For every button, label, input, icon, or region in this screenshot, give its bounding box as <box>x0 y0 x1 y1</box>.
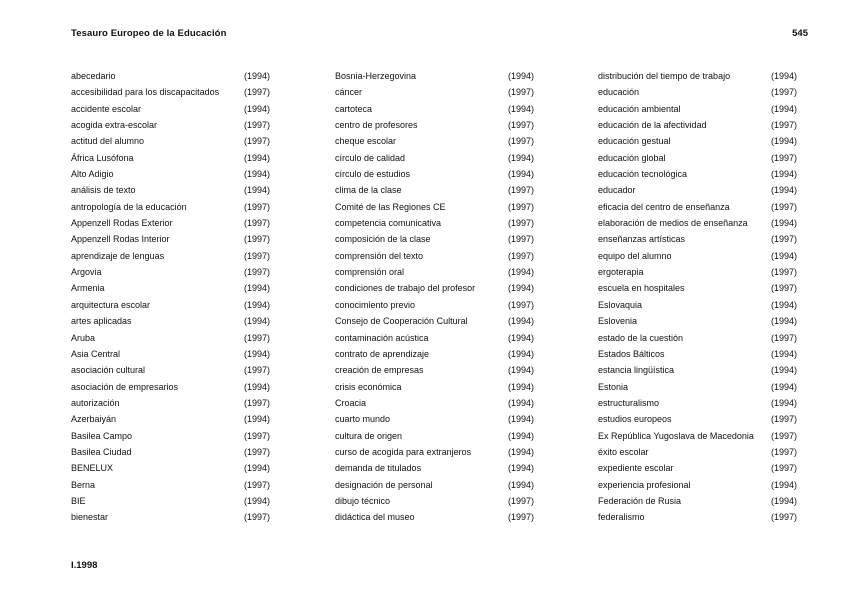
term-entry <box>598 251 828 267</box>
term-year: (1994) <box>244 348 271 359</box>
term-entry <box>598 267 828 283</box>
term-year: (1994) <box>244 495 271 506</box>
term-entry <box>71 251 301 267</box>
term-entry <box>598 414 828 430</box>
term-year: (1994) <box>771 495 798 506</box>
term-entry <box>335 431 565 447</box>
term-entry <box>71 169 301 185</box>
term-year: (1997) <box>771 446 798 457</box>
term-year: (1994) <box>508 152 535 163</box>
term-year: (1997) <box>508 120 535 131</box>
term-label: Argovia <box>71 267 102 278</box>
term-year: (1994) <box>508 365 535 376</box>
term-label: Croacia <box>335 397 367 408</box>
term-label: BIE <box>71 495 86 506</box>
term-entry <box>71 283 301 299</box>
term-year: (1994) <box>244 185 271 196</box>
term-label: educador <box>598 185 636 196</box>
term-year: (1997) <box>244 234 271 245</box>
term-label: Consejo de Cooperación Cultural <box>335 316 468 327</box>
term-label: federalismo <box>598 512 645 523</box>
term-label: artes aplicadas <box>71 316 132 327</box>
term-label: Azerbaiyán <box>71 414 117 425</box>
term-entry <box>71 382 301 398</box>
term-entry <box>335 300 565 316</box>
term-label: Eslovenia <box>598 316 638 327</box>
term-column-2 <box>335 71 565 529</box>
term-year: (1994) <box>771 381 798 392</box>
term-label: demanda de titulados <box>335 463 422 474</box>
term-label: designación de personal <box>335 479 433 490</box>
term-entry <box>335 104 565 120</box>
term-label: equipo del alumno <box>598 250 672 261</box>
term-entry <box>598 120 828 136</box>
term-label: educación gestual <box>598 136 671 147</box>
term-entry <box>598 512 828 528</box>
term-year: (1994) <box>244 103 271 114</box>
term-label: educación ambiental <box>598 103 681 114</box>
term-label: Basilea Ciudad <box>71 446 132 457</box>
term-year: (1997) <box>244 267 271 278</box>
term-label: centro de profesores <box>335 120 418 131</box>
term-year: (1994) <box>508 446 535 457</box>
term-label: elaboración de medios de enseñanza <box>598 218 748 229</box>
term-year: (1994) <box>508 463 535 474</box>
term-entry <box>71 333 301 349</box>
term-label: arquitectura escolar <box>71 299 151 310</box>
term-year: (1997) <box>508 512 535 523</box>
term-year: (1994) <box>508 169 535 180</box>
page-number: 545 <box>792 28 808 39</box>
term-year: (1994) <box>771 365 798 376</box>
term-year: (1997) <box>508 136 535 147</box>
term-label: cultura de origen <box>335 430 403 441</box>
term-entry <box>335 185 565 201</box>
term-entry <box>598 398 828 414</box>
term-year: (1997) <box>244 365 271 376</box>
term-year: (1994) <box>244 381 271 392</box>
term-year: (1997) <box>771 201 798 212</box>
term-entry <box>335 398 565 414</box>
term-year: (1997) <box>508 218 535 229</box>
term-year: (1994) <box>771 316 798 327</box>
term-year: (1997) <box>508 201 535 212</box>
term-year: (1997) <box>771 120 798 131</box>
term-entry <box>598 431 828 447</box>
term-label: cheque escolar <box>335 136 397 147</box>
term-label: curso de acogida para extranjeros <box>335 446 472 457</box>
term-entry <box>598 136 828 152</box>
term-entry <box>71 316 301 332</box>
term-entry <box>335 87 565 103</box>
term-entry <box>335 251 565 267</box>
term-entry <box>71 365 301 381</box>
term-year: (1994) <box>508 381 535 392</box>
term-entry <box>598 185 828 201</box>
term-entry <box>335 267 565 283</box>
term-label: BENELUX <box>71 463 114 474</box>
term-entry <box>335 153 565 169</box>
term-label: distribución del tiempo de trabajo <box>598 71 731 81</box>
term-year: (1994) <box>508 332 535 343</box>
term-year: (1997) <box>244 250 271 261</box>
term-label: círculo de estudios <box>335 169 411 180</box>
term-year: (1997) <box>508 87 535 98</box>
term-label: abecedario <box>71 71 116 81</box>
term-label: eficacia del centro de enseñanza <box>598 201 730 212</box>
term-entry <box>598 349 828 365</box>
term-year: (1997) <box>771 430 798 441</box>
term-year: (1994) <box>771 397 798 408</box>
term-year: (1997) <box>244 430 271 441</box>
term-label: Alto Adigio <box>71 169 114 180</box>
term-label: competencia comunicativa <box>335 218 442 229</box>
term-label: escuela en hospitales <box>598 283 685 294</box>
term-year: (1994) <box>771 169 798 180</box>
term-year: (1994) <box>508 283 535 294</box>
term-label: dibujo técnico <box>335 495 391 506</box>
term-entry <box>598 71 828 87</box>
term-entry <box>598 447 828 463</box>
term-entry <box>335 71 565 87</box>
term-entry <box>598 283 828 299</box>
term-label: estructuralismo <box>598 397 660 408</box>
term-year: (1997) <box>244 120 271 131</box>
term-entry <box>335 463 565 479</box>
term-year: (1997) <box>244 512 271 523</box>
term-entry <box>71 496 301 512</box>
term-column-3 <box>598 71 828 529</box>
term-label: clima de la clase <box>335 185 402 196</box>
term-year: (1997) <box>771 463 798 474</box>
term-year: (1997) <box>244 218 271 229</box>
term-entry <box>335 382 565 398</box>
term-entry <box>71 512 301 528</box>
term-entry <box>71 398 301 414</box>
term-entry <box>335 333 565 349</box>
term-entry <box>598 463 828 479</box>
term-label: Asia Central <box>71 348 121 359</box>
term-entry <box>335 349 565 365</box>
term-year: (1994) <box>244 152 271 163</box>
term-entry <box>598 153 828 169</box>
term-year: (1997) <box>244 136 271 147</box>
term-entry <box>71 153 301 169</box>
term-column-1 <box>71 71 301 529</box>
term-year: (1994) <box>771 71 798 81</box>
term-label: educación <box>598 87 640 98</box>
term-year: (1997) <box>508 299 535 310</box>
page-header-title: Tesauro Europeo de la Educación <box>71 28 227 39</box>
term-year: (1994) <box>244 169 271 180</box>
term-year: (1994) <box>508 414 535 425</box>
term-label: comprensión oral <box>335 267 405 278</box>
term-year: (1994) <box>508 316 535 327</box>
term-label: Estados Bálticos <box>598 348 665 359</box>
term-label: didáctica del museo <box>335 512 415 523</box>
term-entry <box>598 218 828 234</box>
term-label: aprendizaje de lenguas <box>71 250 165 261</box>
term-year: (1994) <box>508 71 535 81</box>
term-entry <box>335 496 565 512</box>
term-year: (1994) <box>508 103 535 114</box>
term-entry <box>335 120 565 136</box>
term-year: (1997) <box>244 397 271 408</box>
term-entry <box>598 496 828 512</box>
term-label: Estonia <box>598 381 629 392</box>
term-year: (1997) <box>244 87 271 98</box>
term-entry <box>598 87 828 103</box>
term-entry <box>335 447 565 463</box>
footer-date: I.1998 <box>71 560 98 571</box>
term-label: accesibilidad para los discapacitados <box>71 87 220 98</box>
term-label: creación de empresas <box>335 365 424 376</box>
term-label: educación tecnológica <box>598 169 688 180</box>
term-year: (1994) <box>508 430 535 441</box>
term-year: (1997) <box>771 512 798 523</box>
term-entry <box>598 300 828 316</box>
term-year: (1994) <box>771 299 798 310</box>
term-label: acogida extra-escolar <box>71 120 158 131</box>
term-year: (1997) <box>771 332 798 343</box>
term-year: (1997) <box>771 152 798 163</box>
term-label: Armenia <box>71 283 105 294</box>
term-year: (1997) <box>771 414 798 425</box>
term-label: éxito escolar <box>598 446 649 457</box>
term-label: asociación cultural <box>71 365 146 376</box>
term-label: asociación de empresarios <box>71 381 179 392</box>
term-label: crisis económica <box>335 381 402 392</box>
term-year: (1997) <box>244 201 271 212</box>
term-year: (1994) <box>244 414 271 425</box>
term-year: (1997) <box>244 446 271 457</box>
term-year: (1994) <box>244 299 271 310</box>
term-label: conocimiento previo <box>335 299 416 310</box>
term-year: (1997) <box>771 234 798 245</box>
term-entry <box>71 480 301 496</box>
term-entry <box>598 365 828 381</box>
term-year: (1994) <box>244 463 271 474</box>
term-year: (1994) <box>508 397 535 408</box>
term-year: (1994) <box>508 267 535 278</box>
term-label: expediente escolar <box>598 463 674 474</box>
term-entry <box>71 202 301 218</box>
term-year: (1997) <box>508 234 535 245</box>
term-entry <box>71 463 301 479</box>
term-label: contrato de aprendizaje <box>335 348 430 359</box>
term-year: (1994) <box>771 348 798 359</box>
term-entry <box>598 480 828 496</box>
term-year: (1994) <box>244 316 271 327</box>
term-label: accidente escolar <box>71 103 142 114</box>
term-entry <box>71 447 301 463</box>
term-label: composición de la clase <box>335 234 431 245</box>
term-label: Berna <box>71 479 96 490</box>
term-entry <box>335 512 565 528</box>
term-entry <box>71 300 301 316</box>
term-label: experiencia profesional <box>598 479 691 490</box>
term-label: educación de la afectividad <box>598 120 707 131</box>
term-label: estudios europeos <box>598 414 672 425</box>
term-entry <box>335 480 565 496</box>
term-label: círculo de calidad <box>335 152 406 163</box>
term-entry <box>598 333 828 349</box>
term-year: (1997) <box>508 185 535 196</box>
term-label: Eslovaquia <box>598 299 643 310</box>
term-label: cáncer <box>335 87 363 98</box>
term-entry <box>71 414 301 430</box>
term-entry <box>335 316 565 332</box>
term-year: (1994) <box>771 185 798 196</box>
term-year: (1994) <box>771 136 798 147</box>
term-label: Appenzell Rodas Interior <box>71 234 170 245</box>
term-entry <box>598 316 828 332</box>
term-year: (1997) <box>771 283 798 294</box>
term-entry <box>71 71 301 87</box>
term-year: (1997) <box>508 250 535 261</box>
term-entry <box>71 431 301 447</box>
term-entry <box>598 234 828 250</box>
term-entry <box>71 136 301 152</box>
term-entry <box>335 218 565 234</box>
term-label: Ex República Yugoslava de Macedonia <box>598 430 754 441</box>
term-year: (1994) <box>771 479 798 490</box>
term-entry <box>71 185 301 201</box>
term-label: bienestar <box>71 512 109 523</box>
term-entry <box>335 202 565 218</box>
term-entry <box>71 120 301 136</box>
term-year: (1994) <box>244 71 271 81</box>
term-entry <box>598 104 828 120</box>
term-entry <box>335 169 565 185</box>
term-entry <box>335 234 565 250</box>
term-label: educación global <box>598 152 666 163</box>
term-label: análisis de texto <box>71 185 136 196</box>
term-entry <box>71 87 301 103</box>
term-label: comprensión del texto <box>335 250 424 261</box>
term-label: Federación de Rusia <box>598 495 682 506</box>
term-year: (1997) <box>244 479 271 490</box>
term-label: Aruba <box>71 332 96 343</box>
term-label: cartoteca <box>335 103 373 114</box>
term-entry <box>71 218 301 234</box>
term-year: (1997) <box>244 332 271 343</box>
term-year: (1994) <box>771 103 798 114</box>
term-label: Appenzell Rodas Exterior <box>71 218 173 229</box>
term-label: antropología de la educación <box>71 201 187 212</box>
term-label: actitud del alumno <box>71 136 145 147</box>
term-label: enseñanzas artísticas <box>598 234 686 245</box>
term-entry <box>598 169 828 185</box>
term-label: autorización <box>71 397 120 408</box>
term-entry <box>71 234 301 250</box>
term-label: Basilea Campo <box>71 430 133 441</box>
term-label: ergoterapia <box>598 267 644 278</box>
term-entry <box>335 283 565 299</box>
term-entry <box>598 382 828 398</box>
term-year: (1994) <box>508 479 535 490</box>
term-label: contaminación acústica <box>335 332 429 343</box>
term-year: (1994) <box>244 283 271 294</box>
term-label: condiciones de trabajo del profesor <box>335 283 476 294</box>
term-entry <box>71 267 301 283</box>
term-entry <box>71 104 301 120</box>
term-label: cuarto mundo <box>335 414 391 425</box>
term-label: estado de la cuestión <box>598 332 684 343</box>
term-year: (1997) <box>508 495 535 506</box>
term-label: estancia lingüística <box>598 365 675 376</box>
term-entry <box>335 365 565 381</box>
term-entry <box>335 414 565 430</box>
term-year: (1997) <box>771 267 798 278</box>
term-entry <box>335 136 565 152</box>
term-entry <box>71 349 301 365</box>
term-label: Bosnia-Herzegovina <box>335 71 417 81</box>
term-year: (1997) <box>771 87 798 98</box>
term-year: (1994) <box>508 348 535 359</box>
term-year: (1994) <box>771 218 798 229</box>
term-entry <box>598 202 828 218</box>
term-year: (1994) <box>771 250 798 261</box>
term-label: África Lusófona <box>71 152 134 163</box>
term-label: Comité de las Regiones CE <box>335 201 446 212</box>
